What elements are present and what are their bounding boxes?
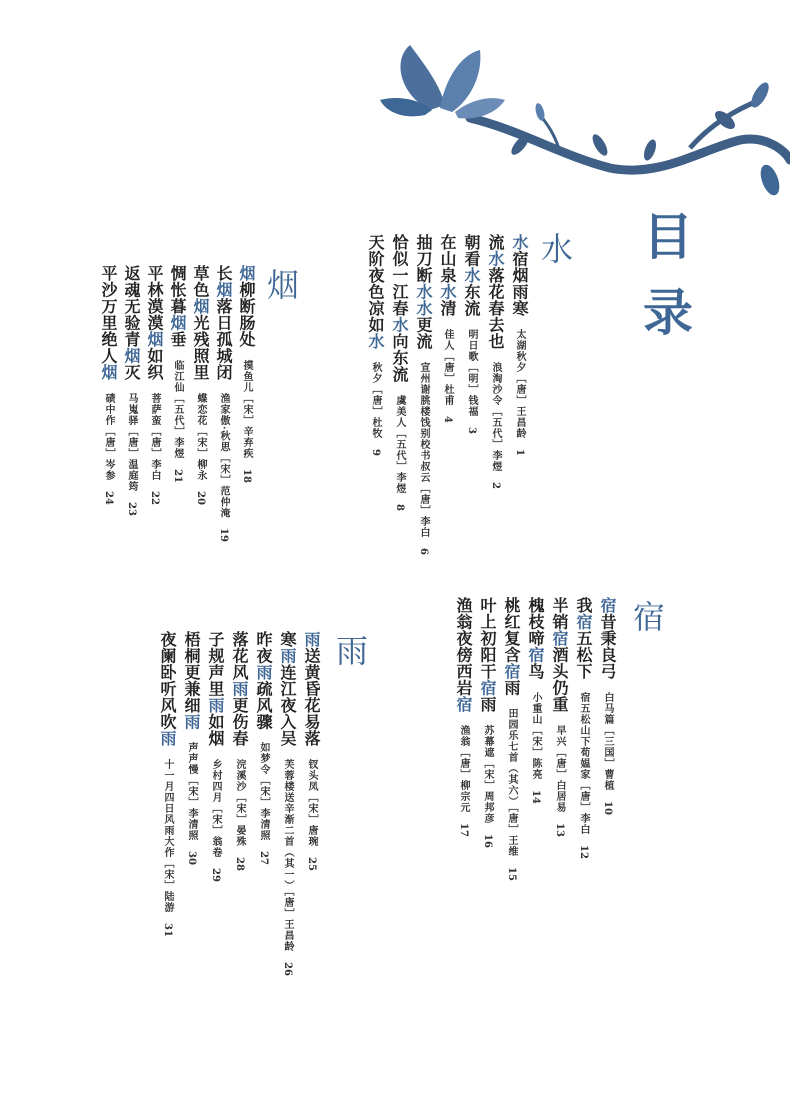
poem-source: 太湖秋夕［唐］王昌龄 [514,328,525,439]
page-number: 31 [162,922,173,937]
poem-source: 宿五松山下荀媪家［唐］李白 [578,691,589,835]
toc-entry[interactable] [180,631,203,865]
page-number: 14 [530,789,541,804]
poem-source: 佳人［唐］杜甫 [442,328,453,406]
page-number: 21 [172,468,183,483]
poem-source: 临江仙［五代］李煜 [172,359,183,459]
poem-line: 渔翁夜傍西岩宿 [454,597,473,713]
toc-entry[interactable] [364,234,387,455]
page-number: 16 [482,833,493,848]
toc-entry[interactable] [500,597,523,881]
poem-source: 蝶恋花［宋］柳永 [195,392,206,481]
poem-source: 菩萨蛮［唐］李白 [149,392,160,481]
poem-source: 小重山［宋］陈亮 [530,691,541,780]
poem-line: 在山泉水清 [438,234,457,317]
poem-source: 宣州谢朓楼饯别校书叔云［唐］李白 [418,361,429,538]
toc-entry[interactable] [166,265,189,482]
toc-entry[interactable] [524,597,547,803]
poem-line: 惆怅暮烟垂 [168,265,187,348]
poem-line: 烟柳断肠处 [237,265,256,348]
poem-source: 早兴［唐］白居易 [554,724,565,813]
poem-line: 落花风雨更伤春 [230,631,249,747]
poem-source: 明日歌［明］钱福 [466,328,477,417]
page-number: 27 [258,851,269,865]
poem-line: 流水落花春去也 [486,234,505,350]
leaf [590,132,611,158]
toc-entry[interactable] [212,265,235,542]
page-number: 4 [442,415,453,423]
page-number: 30 [186,851,197,865]
page-number: 25 [306,856,317,871]
section-heading-yan: 烟 [262,268,300,300]
poem-source: 浣溪沙［宋］晏殊 [234,758,245,847]
toc-entry[interactable] [388,234,411,510]
poem-line: 半销宿酒头仍重 [550,597,569,713]
toc-entry[interactable] [228,631,251,870]
poem-source: 声声慢［宋］李清照 [186,742,197,841]
page-number: 8 [394,503,405,511]
page-number: 26 [282,961,293,976]
section-heading-yu: 雨 [331,634,369,666]
poem-source: 浪淘沙令［五代］李煜 [490,361,501,472]
page-number: 20 [195,490,206,505]
toc-entry[interactable] [452,597,475,836]
page-number: 17 [458,822,469,837]
poem-line: 寒雨连江夜入吴 [278,631,297,747]
page-number: 1 [514,448,525,456]
section-heading-su: 宿 [628,600,666,632]
toc-entry[interactable] [300,631,323,870]
leaf [642,138,659,162]
poem-line: 草色烟光残照里 [191,265,210,381]
toc-entry[interactable] [235,265,258,482]
poem-line: 昨夜雨疏风骤 [254,631,273,730]
poem-source: 如梦令［宋］李清照 [258,742,269,841]
magnolia-branch-illustration [0,0,790,240]
page-number: 22 [149,490,160,505]
toc-entry[interactable] [484,234,507,488]
page-number: 24 [103,490,114,505]
poem-line: 恰似一江春水向东流 [390,234,409,383]
poem-source: 白马篇［三国］曹植 [602,691,613,791]
poem-source: 摸鱼儿［宋］辛弃疾 [241,359,252,459]
page-number: 29 [210,867,221,882]
toc-entry[interactable] [508,234,531,455]
toc-entry[interactable] [276,631,299,975]
toc-entry[interactable] [204,631,227,881]
toc-entry[interactable] [476,597,499,847]
poem-line: 梧桐更兼细雨 [182,631,201,730]
toc-entry[interactable] [143,265,166,504]
toc-entry[interactable] [460,234,483,433]
page-number: 2 [490,481,501,489]
toc-entry[interactable] [412,234,435,554]
poem-line: 雨送黄昏花易落 [302,631,321,747]
poem-line: 我宿五松下 [574,597,593,680]
poem-source: 碛中作［唐］岑参 [103,392,114,481]
poem-source: 钗头凤［宋］唐琬 [306,758,317,847]
poem-line: 平林漠漠烟如织 [145,265,164,381]
poem-source: 渔家傲·秋思［宋］范仲淹 [218,392,229,518]
page-number: 12 [578,844,589,859]
page-number: 19 [218,527,229,542]
poem-line: 桃红复含宿雨 [502,597,521,696]
poem-line: 长烟落日孤城闭 [214,265,233,381]
poem-source: 田园乐七首（其六）［唐］王维 [506,708,517,857]
page-number: 13 [554,822,565,837]
toc-entry[interactable] [156,631,179,936]
page-number: 9 [370,448,381,456]
poem-source: 苏幕遮［宋］周邦彦 [482,724,493,824]
poem-source: 芙蓉楼送辛渐二首（其一）［唐］王昌龄 [282,758,293,952]
poem-line: 宿昔秉良弓 [598,597,617,680]
page-number: 23 [126,501,137,516]
poem-line: 夜阑卧听风吹雨 [158,631,177,747]
page-number: 3 [466,426,477,434]
page-number: 6 [418,547,429,555]
poem-source: 马嵬驿［唐］温庭筠 [126,392,137,492]
magnolia-bud [757,162,783,198]
poem-source: 乡村四月［宋］翁卷 [210,758,221,858]
section-heading-shui: 水 [536,232,574,264]
toc-entry[interactable] [436,234,459,422]
poem-line: 叶上初阳干宿雨 [478,597,497,713]
poem-source: 渔翁［唐］柳宗元 [458,724,469,813]
toc-entry[interactable] [97,265,120,504]
poem-line: 平沙万里绝人烟 [99,265,118,381]
poem-source: 虞美人［五代］李煜 [394,394,405,494]
page-number: 28 [234,856,245,871]
poem-source: 十一月四日风雨大作［宋］陆游 [162,758,173,913]
toc-entry[interactable] [596,597,619,814]
toc-entry[interactable] [189,265,212,504]
poem-line: 返魂无验青烟灭 [122,265,141,381]
page-number: 10 [602,800,613,815]
poem-line: 水宿烟雨寒 [510,234,529,317]
poem-source: 秋夕［唐］杜牧 [370,361,381,439]
poem-line: 天阶夜色凉如水 [366,234,385,350]
toc-entry[interactable] [120,265,143,515]
page-title: 目录 [635,210,693,362]
page-number: 18 [241,468,252,483]
poem-line: 槐枝啼宿鸟 [526,597,545,680]
page-number: 15 [506,867,517,881]
toc-entry[interactable] [252,631,275,865]
poem-line: 子规声里雨如烟 [206,631,225,747]
toc-entry[interactable] [572,597,595,858]
toc-entry[interactable] [548,597,571,836]
poem-line: 朝看水东流 [462,234,481,317]
poem-line: 抽刀断水水更流 [414,234,433,350]
